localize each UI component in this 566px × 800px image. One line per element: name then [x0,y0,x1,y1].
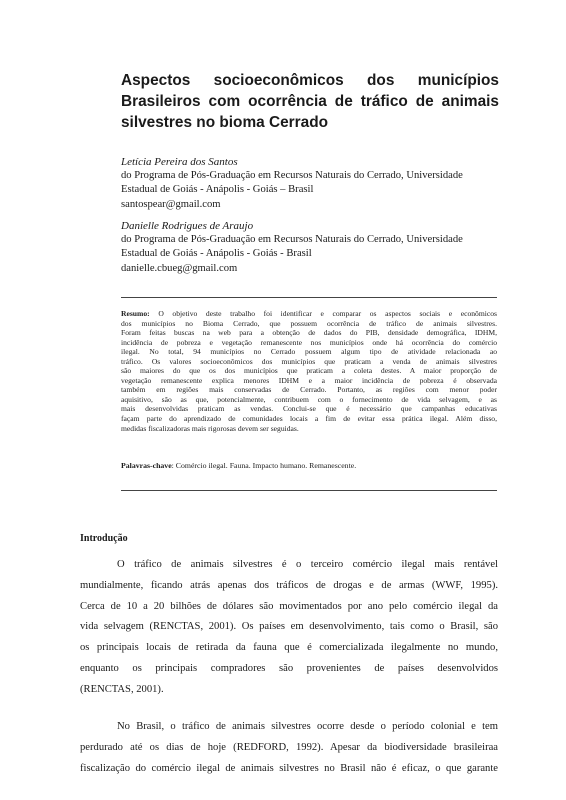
body-paragraph [80,717,498,779]
author-name: Danielle Rodrigues de Araujo [121,220,254,232]
author-name: Letícia Pereira dos Santos [121,156,238,168]
abstract-line: Foram feitas buscas na web para a obtenção de dados do PIB, densidade demográfica, IDHM, [121,328,497,338]
body-line: Cerca de 10 a 20 bilhões de dólares são movimentados por ano pelo comércio ilegal da [80,600,498,612]
section-heading: Introdução [80,533,128,544]
body-line: perdurado até os dias de hoje (REDFORD, 1992). Apesar da biodiversidade brasileiraa [80,741,498,753]
body-line: fiscalização do comércio ilegal de animais silvestres no Brasil não é eficaz, o que garante [80,762,498,774]
author-affiliation: Estadual de Goiás - Anápolis - Goiás - Brasil [121,248,312,260]
keywords-text: : Comércio ilegal. Fauna. Impacto humano. Remanescente. [171,461,357,470]
body-line: enquanto os principais compradores são provenientes de países desenvolvidos [80,662,498,674]
title-line: Aspectos socioeconômicos dos municípios [121,72,499,89]
abstract-line: são maiores do que os dos municípios que praticam a coleta destes. A maior proporção de [121,366,497,376]
body-line: mundialmente, ficando atrás apenas dos tráficos de drogas e de armas (WWF, 1995). [80,579,498,591]
abstract-line: façam parte do aprendizado de comunidades locais a fim de evitar essa prática ilegal. Além disso, [121,414,497,424]
body-line: (RENCTAS, 2001). [80,683,164,695]
body-line: os principais locais de retirada da fauna que é comercializada ilegalmente no mundo, [80,642,498,654]
author-affiliation: do Programa de Pós-Graduação em Recursos Naturais do Cerrado, Universidade [121,234,463,246]
keywords [121,461,497,471]
abstract-line: tráfico. Os valores socioeconômicos dos municípios que praticam a venda de animais silvestres [121,356,497,366]
abstract-line: mais desenvolvidas praticam as vendas. Conclui-se que é necessário que campanhas educativas [121,404,497,414]
abstract-line: ilegal. No total, 94 municípios no Cerrado possuem algum tipo de atividade relacionada ao [121,347,497,357]
abstract-text: O objetivo deste trabalho foi identificar e comparar os aspectos sociais e econômicos [158,309,497,318]
abstract-line: medidas fiscalizadoras mais rigorosas devem ser seguidas. [121,423,299,433]
divider [121,297,497,298]
abstract-line [121,309,497,319]
paper-title [121,70,499,133]
author-affiliation: Estadual de Goiás - Anápolis - Goiás – Brasil [121,184,314,196]
author-affiliation: do Programa de Pós-Graduação em Recursos Naturais do Cerrado, Universidade [121,170,463,182]
title-line: silvestres no bioma Cerrado [121,114,328,131]
abstract-line: vegetação remanescente explica menores IDHM e a maior incidência de pobreza é observada [121,375,497,385]
abstract-line: dos municípios no Bioma Cerrado, que possuem ocorrência de tráfico de animais silvestres. [121,318,497,328]
abstract-line: incidência de pobreza e vegetação remanescente nos municípios onde há ocorrência do comércio [121,337,497,347]
abstract-line: aquisitivo, são as que, potencialmente, contribuem com o fornecimento de vida selvagem, e as [121,394,497,404]
author-email: danielle.cbueg@gmail.com [121,262,238,274]
body-paragraph [80,555,498,701]
body-line: No Brasil, o tráfico de animais silvestres ocorre desde o período colonial e tem [117,721,498,732]
body-line: vida selvagem (RENCTAS, 2001). Os países em desenvolvimento, tais como o Brasil, são [80,621,498,633]
author-block [121,155,511,212]
keywords-label: Palavras-chave [121,461,172,470]
title-line: Brasileiros com ocorrência de tráfico de animais [121,93,499,110]
abstract-line: também em regiões mais conservadas de Cerrado. Portanto, as regiões com menor poder [121,385,497,395]
author-email: santospear@gmail.com [121,198,221,210]
author-block [121,219,511,276]
body-line: O tráfico de animais silvestres é o terceiro comércio ilegal mais rentável [117,559,498,570]
abstract [121,309,497,433]
abstract-label: Resumo: [121,309,150,318]
divider [121,490,497,491]
